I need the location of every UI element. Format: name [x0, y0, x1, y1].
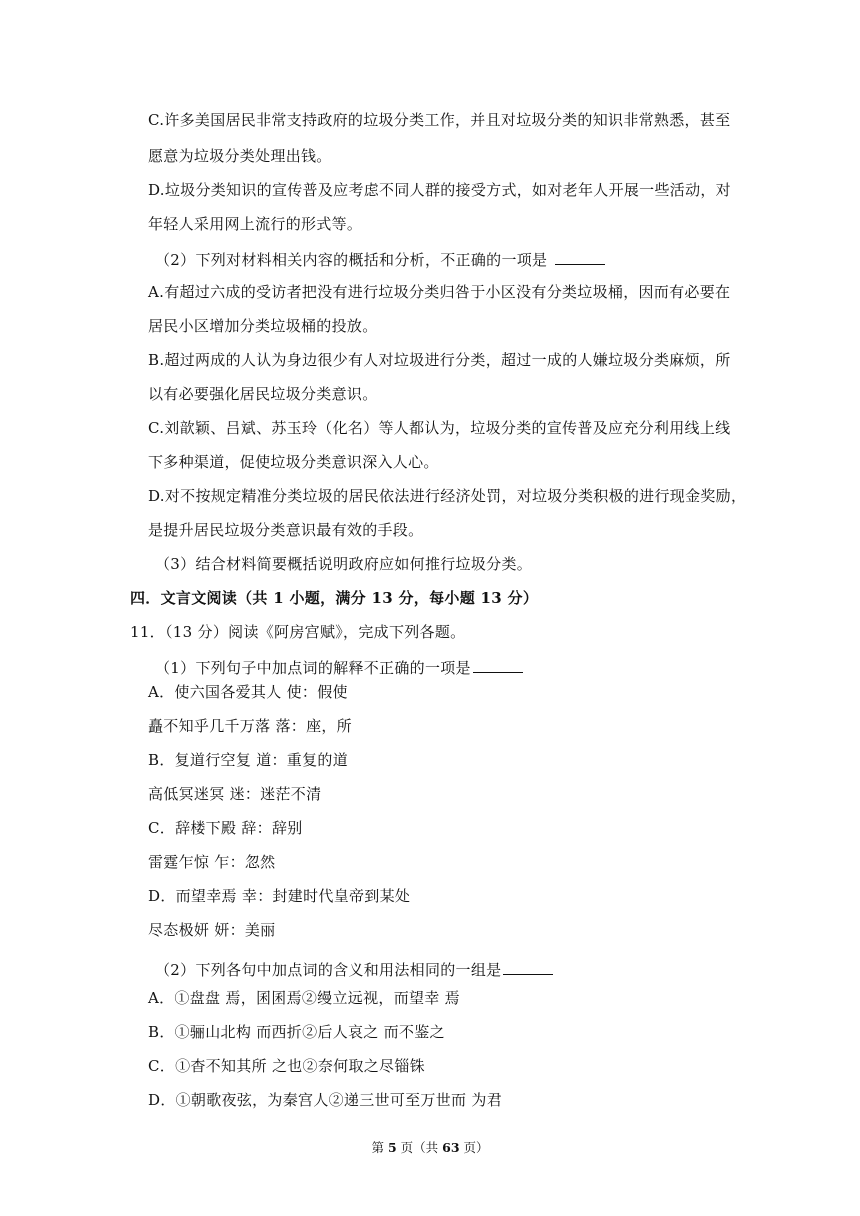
q11-1-option-d-line-2: 尽态极妍 妍：美丽 — [148, 921, 276, 939]
option-c-line-2: 愿意为垃圾分类处理出钱。 — [148, 147, 332, 165]
q2-option-d-line-2: 是提升居民垃圾分类意识最有效的手段。 — [148, 521, 424, 539]
q11-1-option-c-line-1: C．辞楼下殿 辞：辞别 — [148, 819, 303, 837]
question-2-text: （2）下列对材料相关内容的概括和分析，不正确的一项是 — [155, 251, 548, 269]
question-2 — [155, 248, 605, 270]
answer-blank — [503, 958, 553, 975]
q11-2-option-c: C．①杳不知其所 之也②奈何取之尽锱铢 — [148, 1057, 425, 1075]
option-d-line-1: D.垃圾分类知识的宣传普及应考虑不同人群的接受方式，如对老年人开展一些活动，对 — [148, 181, 731, 199]
q11-2-option-a: A．①盘盘 焉，囷囷焉②缦立远视，而望幸 焉 — [148, 989, 460, 1007]
footer-prefix: 第 — [371, 1140, 384, 1155]
question-11: 11．（13 分）阅读《阿房宫赋》，完成下列各题。 — [130, 623, 466, 641]
q11-1-option-b-line-1: B．复道行空复 道：重复的道 — [148, 751, 348, 769]
question-3: （3）结合材料简要概括说明政府应如何推行垃圾分类。 — [155, 555, 533, 573]
q2-option-c-line-2: 下多种渠道，促使垃圾分类意识深入人心。 — [148, 453, 439, 471]
q11-1-option-c-line-2: 雷霆乍惊 乍：忽然 — [148, 853, 276, 871]
question-11-2-text: （2）下列各句中加点词的含义和用法相同的一组是 — [155, 961, 502, 979]
q2-option-a-line-1: A.有超过六成的受访者把没有进行垃圾分类归咎于小区没有分类垃圾桶，因而有必要在 — [148, 283, 731, 301]
q11-2-option-b: B．①骊山北构 而西折②后人哀之 而不鉴之 — [148, 1023, 445, 1041]
q11-1-option-a-line-2: 矗不知乎几千万落 落：座，所 — [148, 717, 352, 735]
q2-option-b-line-2: 以有必要强化居民垃圾分类意识。 — [148, 385, 378, 403]
option-c-line-1: C.许多美国居民非常支持政府的垃圾分类工作，并且对垃圾分类的知识非常熟悉，甚至 — [148, 111, 731, 129]
q2-option-a-line-2: 居民小区增加分类垃圾桶的投放。 — [148, 317, 378, 335]
q11-1-option-d-line-1: D．而望幸焉 幸：封建时代皇帝到某处 — [148, 887, 411, 905]
q11-1-option-b-line-2: 高低冥迷冥 迷：迷茫不清 — [148, 785, 322, 803]
q11-2-option-d: D．①朝歌夜弦，为秦宫人②递三世可至万世而 为君 — [148, 1091, 502, 1109]
answer-blank — [473, 656, 523, 673]
q2-option-c-line-1: C.刘歆颖、吕斌、苏玉玲（化名）等人都认为，垃圾分类的宣传普及应充分利用线上线 — [148, 419, 731, 437]
q2-option-d-line-1: D.对不按规定精准分类垃圾的居民依法进行经济处罚，对垃圾分类积极的进行现金奖励， — [148, 487, 747, 505]
question-11-1-text: （1）下列句子中加点词的解释不正确的一项是 — [155, 659, 471, 677]
question-11-1 — [155, 656, 523, 678]
footer-middle: 页（共 — [400, 1140, 439, 1155]
answer-blank — [555, 248, 605, 265]
page-number: 5 — [387, 1140, 397, 1155]
section-heading: 四．文言文阅读（共 1 小题，满分 13 分，每小题 13 分） — [130, 589, 539, 607]
option-d-line-2: 年轻人采用网上流行的形式等。 — [148, 215, 363, 233]
total-pages: 63 — [442, 1140, 460, 1155]
page-footer — [0, 1140, 860, 1156]
q2-option-b-line-1: B.超过两成的人认为身边很少有人对垃圾进行分类，超过一成的人嫌垃圾分类麻烦，所 — [148, 351, 731, 369]
q11-1-option-a-line-1: A．使六国各爱其人 使：假使 — [148, 683, 348, 701]
footer-suffix: 页） — [463, 1140, 489, 1155]
question-11-2 — [155, 958, 553, 980]
